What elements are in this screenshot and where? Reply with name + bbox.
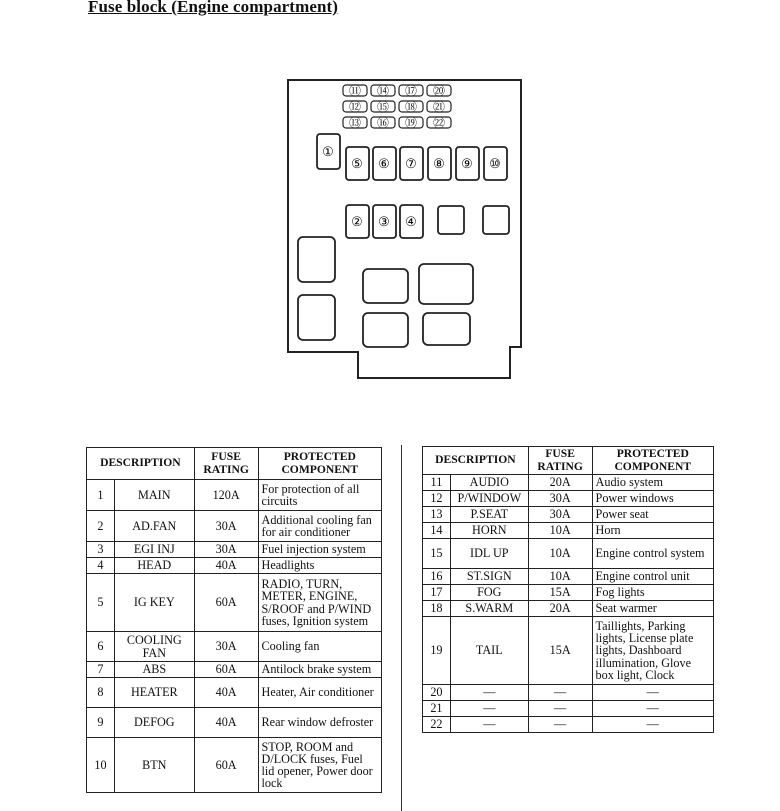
fuse-number: 21 xyxy=(423,701,451,717)
table-row xyxy=(87,574,382,632)
fuse-label-14: ⑭ xyxy=(376,84,390,98)
fuse-rating: 20A xyxy=(528,601,592,617)
fuse-label-7: ⑦ xyxy=(405,156,417,171)
fuse-label-12: ⑫ xyxy=(348,100,362,114)
fuse-rating: — xyxy=(528,685,592,701)
fuse-label-9: ⑨ xyxy=(461,156,473,171)
fuse-description: ABS xyxy=(114,662,194,678)
fuse-description: HORN xyxy=(450,523,528,539)
fuse-number: 1 xyxy=(87,480,115,511)
fuse-rating: 10A xyxy=(528,539,592,569)
column-divider xyxy=(401,445,402,811)
table-row xyxy=(87,632,382,662)
table-row xyxy=(423,617,714,685)
relay-slot xyxy=(363,269,408,303)
protected-component: Engine control system xyxy=(592,539,713,569)
fuse-row-5-10 xyxy=(346,147,507,180)
fuse-description: HEATER xyxy=(114,678,194,708)
table-row xyxy=(87,738,382,793)
table-row xyxy=(423,523,714,539)
fuse-label-4: ④ xyxy=(405,214,417,229)
fuse-description: — xyxy=(450,717,528,733)
table-row xyxy=(423,507,714,523)
table-row xyxy=(423,491,714,507)
protected-component: Heater, Air conditioner xyxy=(258,678,381,708)
header-protected-line-1: PROTECTED xyxy=(283,450,356,464)
fuse-number: 10 xyxy=(87,738,115,793)
protected-component: Power seat xyxy=(592,507,713,523)
fuse-description: P.SEAT xyxy=(450,507,528,523)
table-row xyxy=(423,685,714,701)
protected-component: Engine control unit xyxy=(592,569,713,585)
fuse-number: 15 xyxy=(423,539,451,569)
table-row xyxy=(87,558,382,574)
relay-slot xyxy=(298,237,335,282)
fuse-description: P/WINDOW xyxy=(450,491,528,507)
fuse-table-right xyxy=(422,446,714,733)
relay-slot xyxy=(298,295,335,340)
fuse-number: 20 xyxy=(423,685,451,701)
fuse-description: — xyxy=(450,685,528,701)
relay-slot xyxy=(419,264,473,304)
empty-slot xyxy=(438,206,464,234)
table-row xyxy=(87,511,382,542)
fuse-rating: 120A xyxy=(194,480,258,511)
header-fuse-rating-line-2: RATING xyxy=(203,462,249,476)
header-description: DESCRIPTION xyxy=(423,447,529,475)
fuse-label-18: ⑱ xyxy=(404,100,418,114)
fuse-rating: — xyxy=(528,717,592,733)
fuse-number: 16 xyxy=(423,569,451,585)
table-row xyxy=(87,708,382,738)
fuse-label-3: ③ xyxy=(378,214,390,229)
fuse-description: COOLING FAN xyxy=(114,632,194,662)
header-fuse-rating-line-2: RATING xyxy=(537,459,583,473)
fuse-label-17: ⑰ xyxy=(404,84,418,98)
fuse-label-11: ⑪ xyxy=(348,84,362,98)
table-header-row xyxy=(87,448,382,480)
fuse-rating: 30A xyxy=(528,507,592,523)
protected-component: RADIO, TURN, METER, ENGINE, S/ROOF and P/WIND fuses, Ignition system xyxy=(258,574,381,632)
header-description: DESCRIPTION xyxy=(87,448,195,480)
mini-fuse-row-1 xyxy=(343,84,451,98)
protected-component: Cooling fan xyxy=(258,632,381,662)
protected-component: Headlights xyxy=(258,558,381,574)
fuse-table-left xyxy=(86,447,382,793)
protected-component: Horn xyxy=(592,523,713,539)
fuse-label-21: ㉑ xyxy=(432,100,446,114)
table-row xyxy=(423,569,714,585)
header-fuse-rating xyxy=(528,447,592,475)
fuse-number: 13 xyxy=(423,507,451,523)
fuse-description: MAIN xyxy=(114,480,194,511)
protected-component: Audio system xyxy=(592,475,713,491)
fuse-label-20: ⑳ xyxy=(432,84,446,98)
fuse-description: BTN xyxy=(114,738,194,793)
protected-component: Power windows xyxy=(592,491,713,507)
header-fuse-rating-line-1: FUSE xyxy=(545,447,575,461)
protected-component: Fuel injection system xyxy=(258,542,381,558)
protected-component: — xyxy=(592,685,713,701)
fuse-label-22: ㉒ xyxy=(432,116,446,130)
fuse-number: 2 xyxy=(87,511,115,542)
fuse-label-16: ⑯ xyxy=(376,116,390,130)
fuse-label-2: ② xyxy=(351,214,363,229)
header-protected-component xyxy=(258,448,381,480)
fuse-rating: 40A xyxy=(194,558,258,574)
table-row xyxy=(423,475,714,491)
fuse-description: IDL UP xyxy=(450,539,528,569)
fuse-rating: — xyxy=(528,701,592,717)
fuse-description: TAIL xyxy=(450,617,528,685)
header-fuse-rating-line-1: FUSE xyxy=(211,450,241,464)
table-header-row xyxy=(423,447,714,475)
mini-fuse-row-2 xyxy=(343,100,451,114)
fuse-rating: 30A xyxy=(194,632,258,662)
fuse-rating: 60A xyxy=(194,662,258,678)
relay-slot xyxy=(363,313,408,347)
fuse-rating: 30A xyxy=(194,511,258,542)
header-protected-line-2: COMPONENT xyxy=(281,462,359,476)
fuse-description: HEAD xyxy=(114,558,194,574)
mini-fuse-grid xyxy=(343,84,451,130)
protected-component: Fog lights xyxy=(592,585,713,601)
protected-component: Seat warmer xyxy=(592,601,713,617)
table-row xyxy=(87,480,382,511)
fuse-label-8: ⑧ xyxy=(433,156,445,171)
fuse-description: IG KEY xyxy=(114,574,194,632)
relay-slots xyxy=(298,237,473,347)
fuse-number: 7 xyxy=(87,662,115,678)
table-row xyxy=(423,539,714,569)
fuse-number: 19 xyxy=(423,617,451,685)
table-row xyxy=(423,701,714,717)
protected-component: Rear window defroster xyxy=(258,708,381,738)
table-row xyxy=(423,717,714,733)
relay-slot xyxy=(423,313,470,345)
page-title: Fuse block (Engine compartment) xyxy=(88,0,339,16)
protected-component: — xyxy=(592,701,713,717)
fuse-number: 12 xyxy=(423,491,451,507)
protected-component: Taillights, Parking lights, License plate lights, Dashboard illumination, Glove box light, Clock xyxy=(592,617,713,685)
fuse-number: 22 xyxy=(423,717,451,733)
header-fuse-rating xyxy=(194,448,258,480)
table-row xyxy=(423,585,714,601)
protected-component: Antilock brake system xyxy=(258,662,381,678)
fuse-label-6: ⑥ xyxy=(378,156,390,171)
fuse-description: ST.SIGN xyxy=(450,569,528,585)
fuse-rating: 40A xyxy=(194,708,258,738)
fuse-rating: 60A xyxy=(194,574,258,632)
fuse-number: 17 xyxy=(423,585,451,601)
fuse-rating: 15A xyxy=(528,585,592,601)
fuse-description: EGI INJ xyxy=(114,542,194,558)
fuse-rating: 30A xyxy=(194,542,258,558)
fuse-number: 11 xyxy=(423,475,451,491)
fuse-label-10: ⑩ xyxy=(489,156,501,171)
protected-component: — xyxy=(592,717,713,733)
fuse-rating: 20A xyxy=(528,475,592,491)
header-protected-line-2: COMPONENT xyxy=(614,459,692,473)
table-row xyxy=(87,662,382,678)
fuse-number: 5 xyxy=(87,574,115,632)
mini-fuse-row-3 xyxy=(343,116,451,130)
protected-component: STOP, ROOM and D/LOCK fuses, Fuel lid opener, Power door lock xyxy=(258,738,381,793)
fuse-row-2-4 xyxy=(346,205,509,238)
fuse-rating: 10A xyxy=(528,523,592,539)
fuse-label-15: ⑮ xyxy=(376,100,390,114)
fuse-rating: 60A xyxy=(194,738,258,793)
fuse-label-13: ⑬ xyxy=(348,116,362,130)
fuse-number: 8 xyxy=(87,678,115,708)
fuse-rating: 30A xyxy=(528,491,592,507)
fuse-label-1: ① xyxy=(322,144,334,159)
protected-component: For protection of all circuits xyxy=(258,480,381,511)
header-protected-component xyxy=(592,447,713,475)
header-protected-line-1: PROTECTED xyxy=(616,447,689,461)
fuse-description: DEFOG xyxy=(114,708,194,738)
fuse-number: 3 xyxy=(87,542,115,558)
fuse-number: 4 xyxy=(87,558,115,574)
fuse-label-19: ⑲ xyxy=(404,116,418,130)
table-row xyxy=(87,678,382,708)
fuse-rating: 15A xyxy=(528,617,592,685)
table-row xyxy=(423,601,714,617)
fuse-rating: 40A xyxy=(194,678,258,708)
fuse-description: FOG xyxy=(450,585,528,601)
fuse-description: — xyxy=(450,701,528,717)
fuse-rating: 10A xyxy=(528,569,592,585)
fuse-number: 14 xyxy=(423,523,451,539)
table-row xyxy=(87,542,382,558)
fuse-description: AUDIO xyxy=(450,475,528,491)
fuse-number: 6 xyxy=(87,632,115,662)
protected-component: Additional cooling fan for air conditioner xyxy=(258,511,381,542)
fuse-number: 18 xyxy=(423,601,451,617)
fuse-number: 9 xyxy=(87,708,115,738)
fuse-description: AD.FAN xyxy=(114,511,194,542)
fuse-label-5: ⑤ xyxy=(351,156,363,171)
empty-slot xyxy=(483,206,509,234)
fuse-description: S.WARM xyxy=(450,601,528,617)
